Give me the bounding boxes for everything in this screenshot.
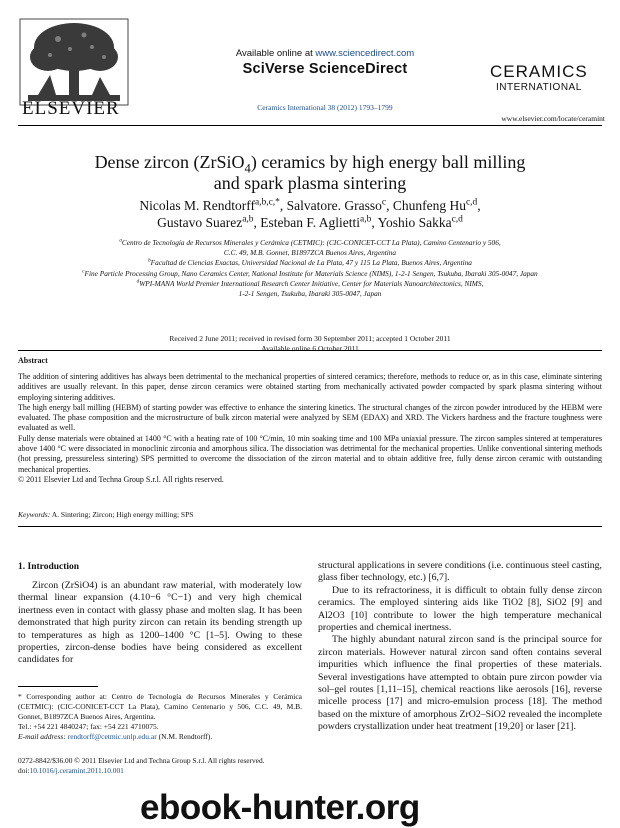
abstract-bottom-rule [18, 526, 602, 527]
keywords [18, 510, 193, 519]
footnote-email-line [18, 732, 302, 742]
abstract-body [18, 372, 602, 485]
keywords-label: Keywords: [18, 510, 51, 519]
right-column [318, 560, 602, 734]
journal-logo-title: CERAMICS [490, 62, 588, 81]
affiliation: 1-2-1 Sengen, Tsukuba, Ibaraki 305-0047, Japan [238, 289, 382, 299]
issn-footer [18, 756, 264, 776]
footnote-rule [18, 686, 98, 687]
elsevier-wordmark: ELSEVIER [22, 98, 120, 119]
journal-reference[interactable]: Ceramics International 38 (2012) 1793–1799 [257, 103, 393, 112]
title-part: ) ceramics by high energy ball milling [250, 152, 526, 172]
footnote-address: * Corresponding author at: Centro de Tecnología de Recursos Minerales y Cerámica (CETMIC): (CIC-CONICET-CCT La Plata), Camino Centenario y 506, C.C. 49, M.B. Gonnet, B1897ZCA Buenos Aires, Argentina. [18, 692, 302, 721]
doi-line [18, 766, 264, 776]
title-part: Dense zircon (ZrSiO [94, 152, 245, 172]
abstract-paragraph: Fully dense materials were obtained at 1400 °C with a heating rate of 100 °C/min, 10 min soaking time and 100 MPa uniaxial pressure. The zircon samples sintered at temperatures above 1400 °C were dissociated in monoclinic zirconia and amorphous silica. The dissociation was detrimental for the mechanical properties. Unlike conventional sintering methods (hot pressing, pressureless sintering) SPS permitted to overcome the dissociation of the zircon material and to obtain additive free, fully dense zircon ceramic with outstanding mechanical properties. [18, 433, 602, 474]
left-column [18, 580, 302, 667]
online-date: Available online 6 October 2011 [261, 344, 359, 353]
title-part: and spark plasma sintering [213, 173, 407, 193]
doi-link[interactable]: 10.1016/j.ceramint.2011.10.001 [29, 766, 124, 775]
article-title [40, 152, 580, 194]
watermark: ebook-hunter.org [140, 788, 420, 827]
available-online-label: Available online at [235, 48, 313, 59]
doi-label: doi: [18, 766, 30, 775]
sciverse-brand: SciVerse ScienceDirect [242, 61, 408, 77]
author[interactable]: Esteban F. Aglietti$^{a,b}$ [260, 214, 372, 230]
sciencedirect-link[interactable]: www.sciencedirect.com [315, 48, 415, 59]
affiliations [25, 238, 595, 299]
section-heading: 1. Introduction [18, 562, 80, 572]
author[interactable]: Chunfeng Hu$^{c,d}$ [392, 197, 478, 213]
abstract-top-rule [18, 350, 602, 351]
abstract-paragraph: The high energy ball milling (HEBM) of starting powder was effective to enhance the sintering kinetics. The structural changes of the zircon powder introduced by the HEBM were evaluated. The phase composition and the microstructure of bulk zircon material were analyzed by SEM (EDAX) and XRD. The Vickers hardness and the fracture toughness were evaluated as well. [18, 402, 602, 433]
email-owner: (N.M. Rendtorff). [158, 732, 213, 741]
affiliation: $^b$Facultad de Ciencias Exactas, Universidad Nacional de La Plata, 47 y 115 La Plata, Buenos Aires, Argentina [148, 257, 472, 268]
author[interactable]: Salvatore. Grasso$^c$ [286, 197, 387, 213]
footnote-phone: Tel.: +54 221 4840247; fax: +54 221 4710075. [18, 722, 159, 731]
corresponding-footnote [18, 692, 302, 742]
author-list: Nicolas M. Rendtorff$^{a,b,c,*}$, Salvatore. Grasso$^c$, Chunfeng Hu$^{c,d}$, Gustavo Suarez$^{a,b}$, Esteban F. Aglietti$^{a,b}$, Yoshio Sakka$^{c,d}$ [139, 197, 481, 230]
author[interactable]: Gustavo Suarez$^{a,b}$ [157, 214, 254, 230]
author[interactable]: Nicolas M. Rendtorff$^{a,b,c,*}$ [139, 197, 280, 213]
keywords-list: A. Sintering; Zircon; High energy milling; SPS [51, 510, 194, 519]
abstract-heading: Abstract [18, 356, 48, 365]
available-online [200, 48, 450, 59]
journal-logo-subtitle: INTERNATIONAL [496, 82, 582, 93]
email-link[interactable]: rendtorff@cetmic.unlp.edu.ar [67, 732, 157, 741]
issn-line: 0272-8842/$36.00 © 2011 Elsevier Ltd and Techna Group S.r.l. All rights reserved. [18, 756, 265, 765]
email-label: E-mail address: [18, 732, 66, 741]
header-rule [18, 125, 602, 126]
received-dates: Received 2 June 2011; received in revised form 30 September 2011; accepted 1 October 2011 [169, 334, 451, 343]
article-dates [40, 334, 580, 354]
abstract-copyright: © 2011 Elsevier Ltd and Techna Group S.r.l. All rights reserved. [18, 474, 224, 484]
abstract-paragraph: The addition of sintering additives has always been detrimental to the mechanical properties of sintered ceramics; therefore, methods to reduce or, as in this case, eliminate sintering additives are usually relevant. In this paper, dense zircon ceramics were obtained starting from mechanically activated powder compacted by spark plasma sintering without employing sintering additives. [18, 372, 602, 402]
title-subscript: 4 [244, 161, 251, 176]
affiliation: $^d$WPI-MANA World Premier International Research Center Initiative, Center for Materials Nanoarchitectonics, NIMS, [136, 278, 484, 288]
body-paragraph: structural applications in severe conditions (i.e. continuous steel casting, glass fiber technology, etc.) [6,7]. [318, 560, 602, 584]
affiliation: $^a$Centro de Tecnología de Recursos Minerales y Cerámica (CETMIC): (CIC-CONICET-CCT La Plata), Camino Centenario y 506, [119, 237, 501, 247]
body-paragraph: Zircon (ZrSiO4) is an abundant raw material, with moderately low thermal linear expansion (4.10−6 °C−1) and very high chemical inertness even in contact with glassy phase and molten slag. It has been demonstrated that high purity zircon can retain its bending strength up to temperatures as high as 1200–1400 °C [1–5]. Owing to these properties, zircon-dense bodies have being considered as excellent candidates for [18, 580, 302, 666]
affiliation: $^c$Fine Particle Processing Group, Nano Ceramics Center, National Institute for Materials Science (NIMS), 1-2-1 Sengen, Tsukuba, Ibaraki 305-0047, Japan [82, 268, 538, 278]
author[interactable]: Yoshio Sakka$^{c,d}$ [377, 214, 463, 230]
affiliation: C.C. 49, M.B. Gonnet, B1897ZCA Buenos Aires, Argentina [223, 248, 397, 258]
body-paragraph: Due to its refractoriness, it is difficult to obtain fully dense zircon ceramics. The employed sintering aids like TiO2 [8], SiO2 [9] and Al2O3 [10] contribute to lower the high temperature mechanical properties and chemical inertness. [318, 584, 602, 634]
journal-homepage-link[interactable]: www.elsevier.com/locate/ceramint [501, 114, 605, 123]
body-paragraph: The highly abundant natural zircon sand is the principal source for zircon materials. However natural zircon sand often contains several impurities which influence the final properties of these materials. Several investigations have attempted to obtain pure zircon powder via sol–gel routes [1,11–15], chemical reactions like aerosols [16], reverse micelle process [17] and micro-emulsion process [18]. The method based on the mixture of amorphous ZrO2–SiO2 revealed the incomplete powders crystallization under heat treatment [19,20] or laser [21]. [318, 634, 602, 733]
